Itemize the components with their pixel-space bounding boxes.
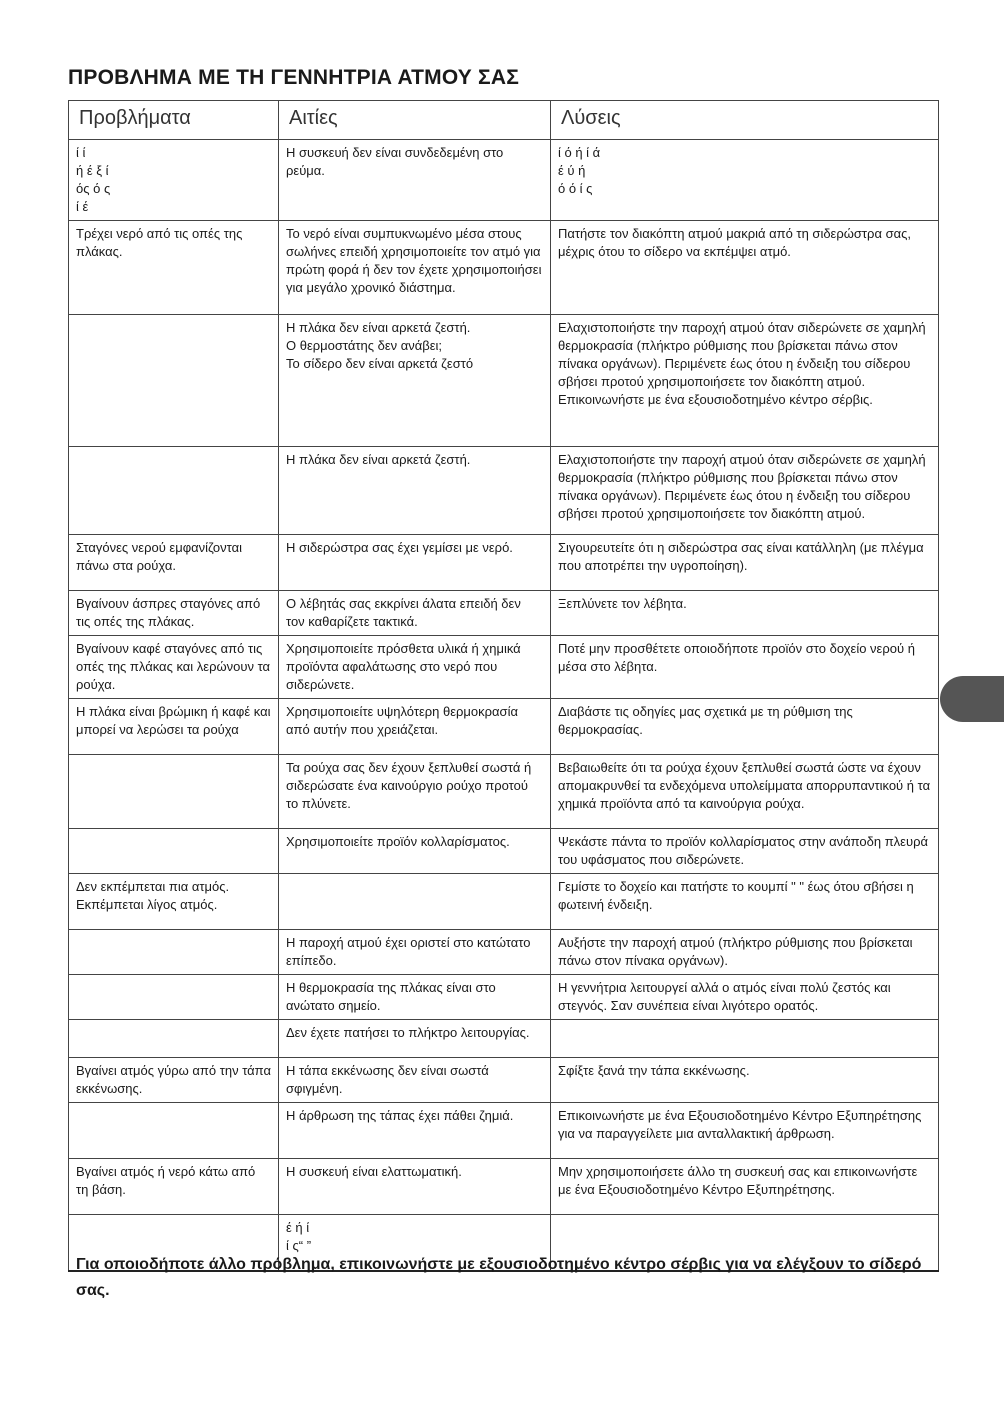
header-problems: Προβλήματα: [69, 101, 279, 140]
footer-note: Για οποιοδήποτε άλλο πρόβλημα, επικοινωνήστε με εξουσιοδοτημένο κέντρο σέρβις για να ελέγξουν το σίδερό σας.: [76, 1256, 922, 1299]
solution-cell: Σφίξτε ξανά την τάπα εκκένωσης.: [551, 1058, 939, 1103]
solution-cell: Διαβάστε τις οδηγίες μας σχετικά με τη ρύθμιση της θερμοκρασίας.: [551, 699, 939, 755]
cause-cell: Η θερμοκρασία της πλάκας είναι στο ανώτατο σημείο.: [279, 975, 551, 1020]
page-title: ΠΡΟΒΛΗΜΑ ΜΕ ΤΗ ΓΕΝΝΗΤΡΙΑ ΑΤΜΟΥ ΣΑΣ: [68, 66, 520, 89]
cause-cell: έ ή ί ί ς“ ”: [279, 1215, 551, 1271]
problem-cell: Τρέχει νερό από τις οπές της πλάκας.: [69, 221, 279, 315]
cause-cell: Η πλάκα δεν είναι αρκετά ζεστή. Ο θερμοστάτης δεν ανάβει; Το σίδερο δεν είναι αρκετά ζεστό: [279, 315, 551, 447]
problem-cell: Βγαίνουν άσπρες σταγόνες από τις οπές της πλάκας.: [69, 591, 279, 636]
table-row: [69, 755, 939, 829]
header-row: [69, 101, 939, 140]
problem-cell: Βγαίνει ατμός γύρω από την τάπα εκκένωσης.: [69, 1058, 279, 1103]
table-row: [69, 636, 939, 699]
problem-cell: [69, 755, 279, 829]
problem-cell: ί ί ή έ ξ ί ός ό ς ί έ: [69, 140, 279, 221]
solution-cell: Ελαχιστοποιήστε την παροχή ατμού όταν σιδερώνετε σε χαμηλή θερμοκρασία (πλήκτρο ρύθμισης που βρίσκεται πάνω στον πίνακα οργάνων). Περιμένετε έως ότου η ένδειξη του σίδερου σβήσει προτού χρησιμοποιήσετε τον διακόπτη ατμού.: [551, 447, 939, 535]
solution-cell: Πατήστε τον διακόπτη ατμού μακριά από τη σιδερώστρα σας, μέχρις ότου το σίδερο να εκπέμψει ατμό.: [551, 221, 939, 315]
solution-cell: ί ό ή ί ά έ ύ ή ό ό ί ς: [551, 140, 939, 221]
cause-cell: Η πλάκα δεν είναι αρκετά ζεστή.: [279, 447, 551, 535]
header-solutions: Λύσεις: [551, 101, 939, 140]
problem-cell: [69, 1020, 279, 1058]
cause-cell: Χρησιμοποιείτε υψηλότερη θερμοκρασία από αυτήν που χρειάζεται.: [279, 699, 551, 755]
table-row: [69, 699, 939, 755]
table-row: [69, 1020, 939, 1058]
table-row: [69, 535, 939, 591]
solution-cell: [551, 1020, 939, 1058]
solution-cell: Σιγουρευτείτε ότι η σιδερώστρα σας είναι κατάλληλη (με πλέγμα που αποτρέπει την υγροποίηση).: [551, 535, 939, 591]
cause-cell: Τα ρούχα σας δεν έχουν ξεπλυθεί σωστά ή σιδερώσατε ένα καινούργιο ρούχο προτού το πλύνετε.: [279, 755, 551, 829]
table-row: [69, 930, 939, 975]
problem-cell: [69, 930, 279, 975]
table-row: [69, 829, 939, 874]
cause-cell: Η συσκευή είναι ελαττωματική.: [279, 1159, 551, 1215]
table-row: [69, 140, 939, 221]
table-row: [69, 1103, 939, 1159]
solution-cell: Βεβαιωθείτε ότι τα ρούχα έχουν ξεπλυθεί σωστά ώστε να έχουν απομακρυνθεί τα ενδεχόμενα υπολείμματα απορρυπαντικού ή τα χημικά προϊόντα από τα καινούργια ρούχα.: [551, 755, 939, 829]
cause-cell: Χρησιμοποιείτε προϊόν κολλαρίσματος.: [279, 829, 551, 874]
solution-cell: Ψεκάστε πάντα το προϊόν κολλαρίσματος στην ανάποδη πλευρά του υφάσματος που σιδερώνετε.: [551, 829, 939, 874]
problem-cell: [69, 1103, 279, 1159]
table-row: [69, 221, 939, 315]
cause-cell: Η συσκευή δεν είναι συνδεδεμένη στο ρεύμα.: [279, 140, 551, 221]
problem-cell: Δεν εκπέμπεται πια ατμός. Εκπέμπεται λίγος ατμός.: [69, 874, 279, 930]
problem-cell: [69, 447, 279, 535]
cause-cell: Ο λέβητάς σας εκκρίνει άλατα επειδή δεν τον καθαρίζετε τακτικά.: [279, 591, 551, 636]
table-row: [69, 874, 939, 930]
cause-cell: Η σιδερώστρα σας έχει γεμίσει με νερό.: [279, 535, 551, 591]
cause-cell: Η άρθρωση της τάπας έχει πάθει ζημιά.: [279, 1103, 551, 1159]
problem-cell: [69, 315, 279, 447]
table-row: [69, 1058, 939, 1103]
cause-cell: [279, 874, 551, 930]
problem-cell: Βγαίνουν καφέ σταγόνες από τις οπές της πλάκας και λερώνουν τα ρούχα.: [69, 636, 279, 699]
solution-cell: Ποτέ μην προσθέτετε οποιοδήποτε προϊόν στο δοχείο νερού ή μέσα στο λέβητα.: [551, 636, 939, 699]
table-row: [69, 591, 939, 636]
cause-cell: Η παροχή ατμού έχει οριστεί στο κατώτατο επίπεδο.: [279, 930, 551, 975]
section-tab-marker: [940, 676, 1004, 722]
solution-cell: Επικοινωνήστε με ένα Εξουσιοδοτημένο Κέντρο Εξυπηρέτησης για να παραγγείλετε μια ανταλλακτική άρθρωση.: [551, 1103, 939, 1159]
problem-cell: [69, 975, 279, 1020]
cause-cell: Το νερό είναι συμπυκνωμένο μέσα στους σωλήνες επειδή χρησιμοποιείτε τον ατμό για πρώτη φορά ή δεν τον έχετε χρησιμοποιήσει για μεγάλο χρονικό διάστημα.: [279, 221, 551, 315]
solution-cell: Ελαχιστοποιήστε την παροχή ατμού όταν σιδερώνετε σε χαμηλή θερμοκρασία (πλήκτρο ρύθμισης που βρίσκεται πάνω στον πίνακα οργάνων). Περιμένετε έως ότου η ένδειξη του σίδερου σβήσει προτού χρησιμοποιήσετε τον διακόπτη ατμού. Επικοινωνήστε με ένα εξουσιοδοτημένο κέντρο σέρβις.: [551, 315, 939, 447]
solution-cell: Η γεννήτρια λειτουργεί αλλά ο ατμός είναι πολύ ζεστός και στεγνός. Σαν συνέπεια είναι λιγότερο ορατός.: [551, 975, 939, 1020]
table-row: [69, 447, 939, 535]
table-row: [69, 975, 939, 1020]
solution-cell: Ξεπλύνετε τον λέβητα.: [551, 591, 939, 636]
problem-cell: Η πλάκα είναι βρώμικη ή καφέ και μπορεί να λερώσει τα ρούχα: [69, 699, 279, 755]
problem-cell: Βγαίνει ατμός ή νερό κάτω από τη βάση.: [69, 1159, 279, 1215]
problem-cell: [69, 829, 279, 874]
solution-cell: Γεμίστε το δοχείο και πατήστε το κουμπί " " έως ότου σβήσει η φωτεινή ένδειξη.: [551, 874, 939, 930]
troubleshooting-table: [68, 100, 939, 1272]
table-row: [69, 1159, 939, 1215]
cause-cell: Δεν έχετε πατήσει το πλήκτρο λειτουργίας.: [279, 1020, 551, 1058]
solution-cell: Αυξήστε την παροχή ατμού (πλήκτρο ρύθμισης που βρίσκεται πάνω στον πίνακα οργάνων).: [551, 930, 939, 975]
table-row: [69, 315, 939, 447]
header-causes: Αιτίες: [279, 101, 551, 140]
cause-cell: Χρησιμοποιείτε πρόσθετα υλικά ή χημικά προϊόντα αφαλάτωσης στο νερό που σιδερώνετε.: [279, 636, 551, 699]
solution-cell: Μην χρησιμοποιήσετε άλλο τη συσκευή σας και επικοινωνήστε με ένα Εξουσιοδοτημένο Κέντρο Εξυπηρέτησης.: [551, 1159, 939, 1215]
cause-cell: Η τάπα εκκένωσης δεν είναι σωστά σφιγμένη.: [279, 1058, 551, 1103]
problem-cell: Σταγόνες νερού εμφανίζονται πάνω στα ρούχα.: [69, 535, 279, 591]
